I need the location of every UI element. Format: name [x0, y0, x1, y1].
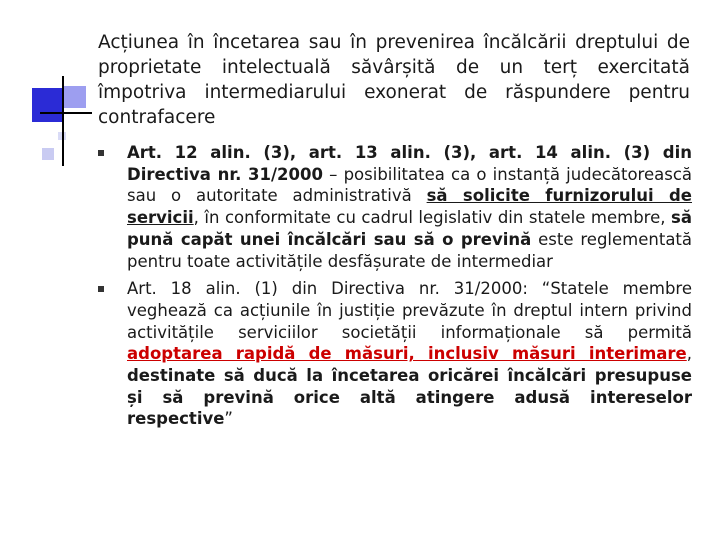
bullet-text-part: , în conformitate cu cadrul legislativ din statele membre, [193, 208, 672, 228]
bullet-text-part: Art. 18 alin. (1) din Directiva nr. 31/2000: “Statele membre veghează ca acțiunile în justiție prevăzute în dreptul intern privind activitățile serviciilor societății informaționale să permită [127, 279, 692, 342]
decorative-blue-square [32, 88, 64, 122]
bullet-item-directive-articles [98, 142, 692, 272]
bullet-text-part: – posibilitatea ca o instanță judecătorească sau o autoritate administrativă [127, 164, 693, 206]
bullet-text-part: să solicite furnizorului de servicii [127, 186, 692, 228]
bullet-item-article-18 [98, 278, 692, 430]
decorative-vertical-line [62, 76, 64, 166]
bullet-list [98, 142, 692, 436]
bullet-text-part: , [686, 344, 692, 364]
bullet-marker-icon [98, 150, 104, 156]
decorative-horizontal-line [40, 112, 92, 114]
bullet-text-part: să pună capăt unei încălcări sau să o prevină [127, 208, 692, 249]
slide-title: Acțiunea în încetarea sau în prevenirea încălcării dreptului de proprietate intelectuală săvârșită de un terț exercitată împotriva intermediarului exonerat de răspundere pentru contrafacere [98, 32, 690, 128]
bullet-text-part: ” [224, 409, 233, 429]
bullet-text-part: este reglementată pentru toate activitățile desfășurate de intermediar [127, 229, 693, 271]
decorative-small-square [42, 148, 54, 160]
bullet-text-part: adoptarea rapidă de măsuri, inclusiv măsuri interimare [127, 344, 687, 364]
bullet-marker-icon [98, 286, 104, 292]
bullet-text-part: Art. 12 alin. (3), art. 13 alin. (3), art. 14 alin. (3) din Directiva nr. 31/2000 [127, 143, 692, 184]
bullet-text-part: destinate să ducă la încetarea oricărei încălcări presupuse și să prevină orice altă atingere adusă intereselor respective [127, 366, 692, 429]
decorative-lavender-square [64, 86, 86, 108]
